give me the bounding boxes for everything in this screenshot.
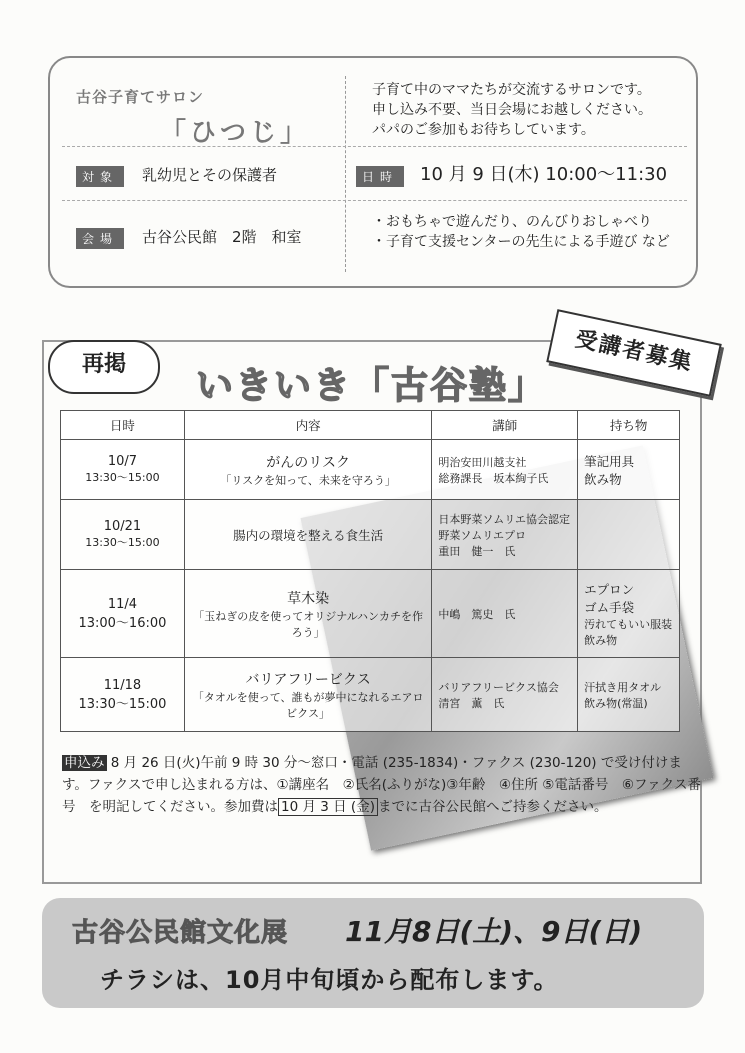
table-header-row: [61, 411, 680, 440]
row-lecturer: 明治安田川越支社 総務課長 坂本絢子氏: [432, 440, 578, 500]
row-content: バリアフリービクス 「タオルを使って、誰もが夢中になれるエアロビクス」: [184, 658, 432, 732]
header-datetime: 日時: [61, 411, 185, 440]
repost-badge: 再掲: [48, 340, 160, 394]
datetime-label: 日時: [356, 166, 404, 187]
salon-title: 古谷子育てサロン: [76, 88, 205, 106]
table-row: [61, 570, 680, 658]
target-label: 対象: [76, 166, 124, 187]
venue-label: 会場: [76, 228, 124, 249]
row-content: がんのリスク 「リスクを知って、未来を守ろう」: [184, 440, 432, 500]
salon-intro-line: 子育て中のママたちが交流するサロンです。: [372, 82, 651, 98]
row-items: 汗拭き用タオル 飲み物(常温): [578, 658, 680, 732]
row-date: 11/18 13:30〜15:00: [61, 658, 185, 732]
row-content: 草木染 「玉ねぎの皮を使ってオリジナルハンカチを作ろう」: [184, 570, 432, 658]
target-value: 乳幼児とその保護者: [142, 166, 278, 184]
header-content: 内容: [184, 411, 432, 440]
apply-label: 申込み: [64, 755, 105, 771]
class-title: いきいき「古谷塾」: [196, 364, 547, 407]
application-info: [62, 752, 702, 818]
salon-divider: [345, 76, 346, 272]
row-items: エプロン ゴム手袋 汚れてもいい服装 飲み物: [578, 570, 680, 658]
table-row: [61, 500, 680, 570]
apply-text-end: までに古谷公民館へご持参ください。: [377, 799, 608, 815]
salon-row-divider: [62, 146, 687, 147]
schedule-table: [60, 410, 680, 732]
salon-name: 「ひつじ」: [160, 118, 311, 148]
activity-item: ・子育て支援センターの先生による手遊び など: [372, 234, 670, 250]
venue-value: 古谷公民館 2階 和室: [142, 228, 302, 246]
datetime-value: 10 月 9 日(木) 10:00〜11:30: [420, 164, 668, 185]
header-lecturer: 講師: [432, 411, 578, 440]
salon-intro: [372, 80, 652, 140]
header-items: 持ち物: [578, 411, 680, 440]
table-row: [61, 440, 680, 500]
apply-text: 8 月 26 日(火)午前 9 時 30 分〜窓口・電話 (235-1834)・ファクス (230-120) で受け付けます。ファクスで申し込まれる方は、①講座名 ②氏名(ふりがな)③年齢 ④住所 ⑤電話番号 ⑥ファクス番号 を明記してください。参加費は: [62, 755, 702, 815]
salon-intro-line: パパのご参加もお待ちしています。: [372, 122, 595, 138]
apply-deadline: 10 月 3 日 (金): [278, 798, 378, 816]
row-items: [578, 500, 680, 570]
activity-item: ・おもちゃで遊んだり、のんびりおしゃべり: [372, 214, 652, 230]
festival-note: チラシは、10月中旬頃から配布します。: [100, 966, 559, 994]
salon-row-divider: [62, 200, 687, 201]
recruit-badge: 受講者募集: [546, 309, 722, 397]
salon-activities: [372, 212, 670, 252]
row-items: 筆記用具 飲み物: [578, 440, 680, 500]
table-row: [61, 658, 680, 732]
row-lecturer: 中嶋 篤史 氏: [432, 570, 578, 658]
row-lecturer: バリアフリービクス協会 清宮 薫 氏: [432, 658, 578, 732]
row-lecturer: 日本野菜ソムリエ協会認定 野菜ソムリエプロ 重田 健一 氏: [432, 500, 578, 570]
row-date: 11/4 13:00〜16:00: [61, 570, 185, 658]
festival-title: 古谷公民館文化展: [72, 918, 289, 948]
salon-intro-line: 申し込み不要、当日会場にお越しください。: [372, 102, 652, 118]
row-date: 10/21 13:30〜15:00: [61, 500, 185, 570]
row-date: 10/7 13:30〜15:00: [61, 440, 185, 500]
row-content: 腸内の環境を整える食生活: [184, 500, 432, 570]
festival-dates: 11月8日(土)、9日(日): [345, 915, 643, 948]
